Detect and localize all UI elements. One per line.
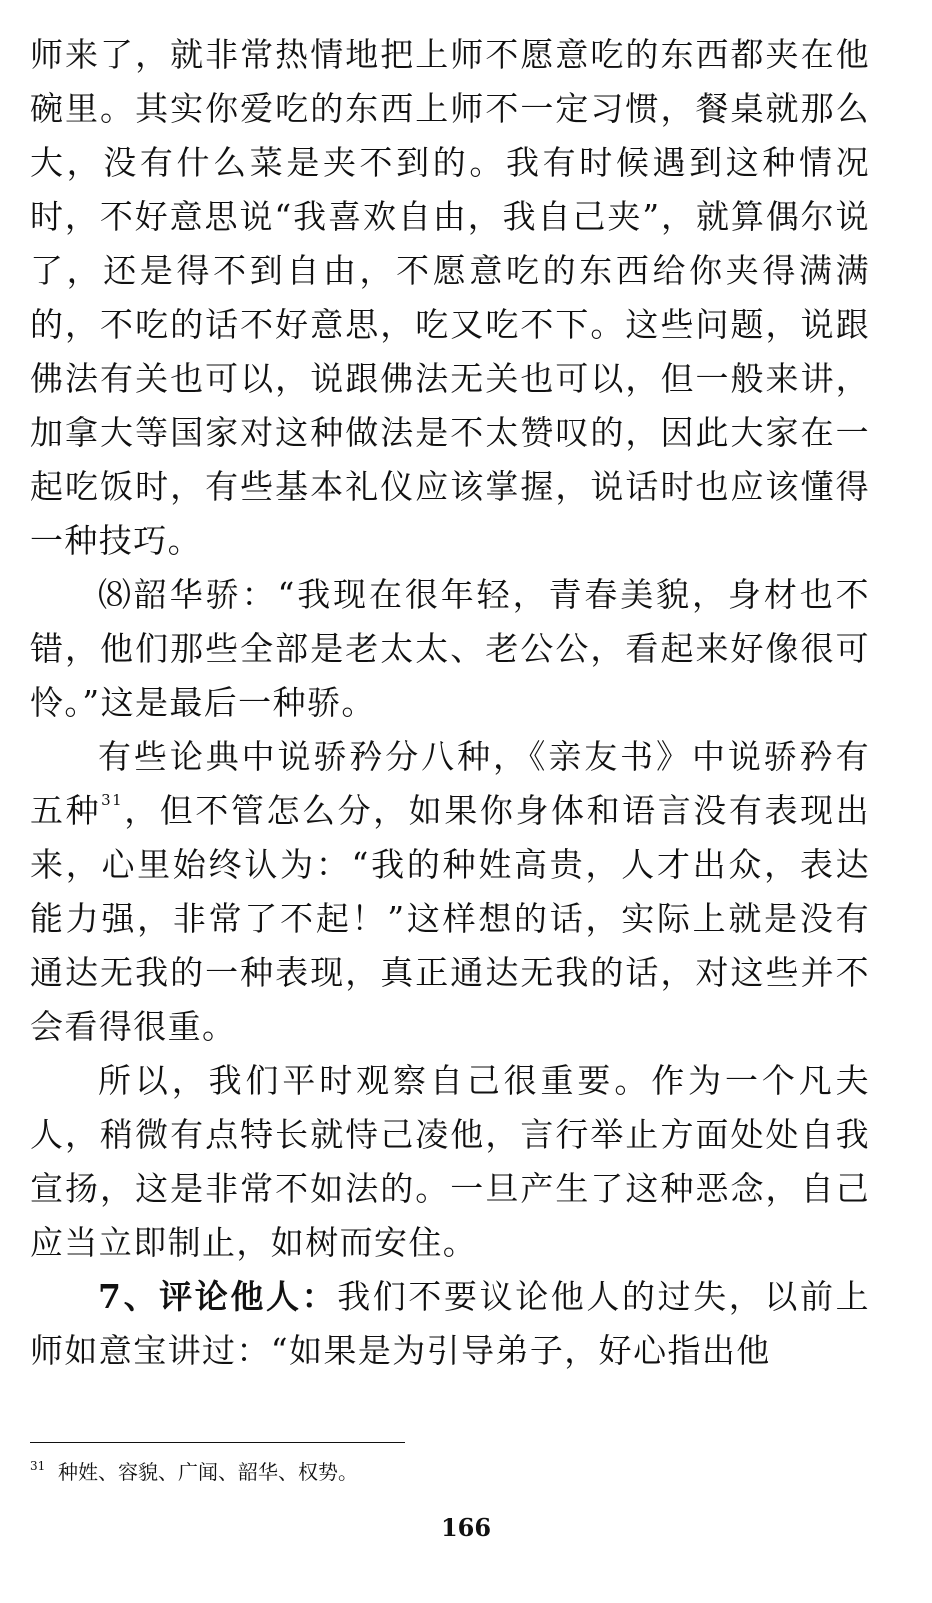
footnote-ref-31[interactable]: 31 (101, 791, 124, 809)
footnote (30, 1458, 358, 1486)
footnote-number: 31 (30, 1459, 46, 1473)
paragraph-1: 师来了，就非常热情地把上师不愿意吃的东西都夹在他碗里。其实你爱吃的东西上师不一定习惯，餐桌就那么大，没有什么菜是夹不到的。我有时候遇到这种情况时，不好意思说“我喜欢自由，我自己夹”，就算偶尔说了，还是得不到自由，不愿意吃的东西给你夹得满满的，不吃的话不好意思，吃又吃不下。这些问题，说跟佛法有关也可以，说跟佛法无关也可以，但一般来讲，加拿大等国家对这种做法是不太赞叹的，因此大家在一起吃饭时，有些基本礼仪应该掌握，说话时也应该懂得一种技巧。 (30, 35, 870, 560)
footnote-text: 种姓、容貌、广闻、韶华、权势。 (58, 1460, 358, 1484)
paragraph-3-text-b: ，但不管怎么分，如果你身体和语言没有表现出来，心里始终认为：“我的种姓高贵，人才出众，表达能力强，非常了不起！”这样想的话，实际上就是没有通达无我的一种表现，真正通达无我的话，对这些并不会看得很重。 (30, 791, 870, 1046)
paragraph-4: 所以，我们平时观察自己很重要。作为一个凡夫人，稍微有点特长就恃己凌他，言行举止方面处处自我宣扬，这是非常不如法的。一旦产生了这种恶念，自己应当立即制止，如树而安住。 (30, 1061, 870, 1262)
paragraph-3-text-a: 有些论典中说骄矜分八种，《亲友书》中说骄矜有五种 (30, 737, 870, 830)
paragraph-5 (30, 1270, 870, 1378)
footnote-divider (30, 1442, 405, 1443)
paragraph-2: ⑻韶华骄：“我现在很年轻，青春美貌，身材也不错，他们那些全部是老太太、老公公，看起来好像很可怜。”这是最后一种骄。 (30, 575, 870, 722)
page-number: 166 (440, 1513, 492, 1542)
section-heading: 7、评论他人： (98, 1277, 338, 1316)
paragraph-3 (30, 730, 870, 1054)
paragraph-5-text: 我们不要议论他人的过失，以前上师如意宝讲过：“如果是为引导弟子，好心指出他 (30, 1277, 871, 1370)
